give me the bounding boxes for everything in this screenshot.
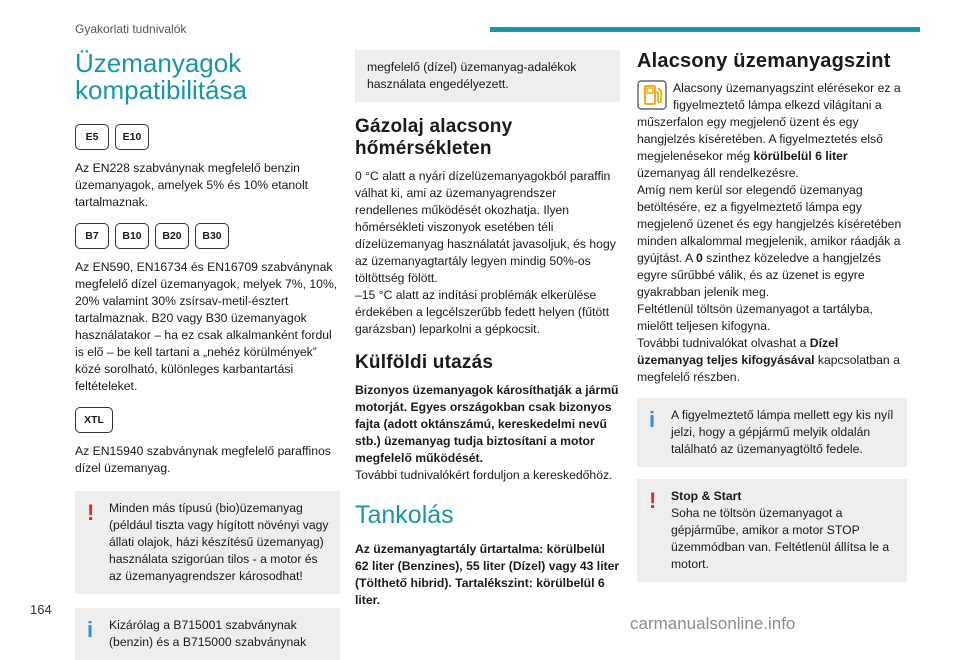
exclamation-warning-icon: ! [87, 500, 95, 525]
text-b-fuels: Az EN590, EN16734 és EN16709 szabványnak megfelelő dízel üzemanyagok, melyek 7%, 10%, 20% valamint 30% zsírsav-metil-észtert tartalmaznak. B20 vagy B30 üzemanyagok használatakor – ha ez csak alkalmanként fordul is elő – be kell tartani a „nehéz körülmények” közé sorolható, különleges karbantartási feltételeket. [75, 260, 338, 393]
heading-low-fuel: Alacsony üzemanyagszint [637, 50, 891, 72]
badge-b30: B30 [195, 223, 229, 249]
badge-e5: E5 [75, 124, 109, 150]
badge-e10: E10 [115, 124, 149, 150]
text-e-fuels: Az EN228 szabványnak megfelelő benzin üzemanyagok, amelyek 5% és 10% etanolt tartalmaznak. [75, 161, 309, 209]
fuel-pump-icon [637, 80, 667, 110]
badge-b20: B20 [155, 223, 189, 249]
warning-stop-start-text: Soha ne töltsön üzemanyagot a gépjárműbe, amikor a motor STOP üzemmódban van. Feltétlenül állítsa le a motort. [671, 506, 890, 571]
heading-refuelling: Tankolás [355, 501, 454, 529]
warning-note-biofuel [75, 491, 340, 594]
warning-stop-start-title: Stop & Start [671, 489, 742, 503]
badge-group-e [75, 124, 340, 150]
text-low-fuel-3: Feltétlenül töltsön üzemanyagot a tartályba, mielőtt teljesen kifogyna. [637, 302, 873, 333]
page-number: 164 [30, 602, 52, 617]
text-low-fuel-4: További tudnivalókat olvashat a Dízel üzemanyag teljes kifogyásával kapcsolatban a megfelelő részben. [637, 336, 900, 384]
info-note-additives-continued [355, 50, 620, 102]
text-low-fuel-1: Alacsony üzemanyagszint elérésekor ez a figyelmeztető lámpa elkezd világítani a műszerfalon egy megjelenő üzent és egy hangjelzés kíséretében. A figyelmeztetés első megjelenésekor még körülbelül 6 liter üzemanyag áll rendelkezésre. [637, 81, 901, 180]
info-note-filler-text: A figyelmeztető lámpa mellett egy kis nyíl jelzi, hogy a gépjármű melyik oldalán található az üzemanyagtöltő fedele. [671, 408, 894, 456]
low-fuel-text-block [637, 80, 907, 386]
column-2 [355, 50, 620, 609]
heading-diesel-cold: Gázolaj alacsony hőmérsékleten [355, 116, 513, 159]
exclamation-warning-icon: ! [649, 488, 657, 513]
info-note-continued-text: megfelelő (dízel) üzemanyag-adalékok használata engedélyezett. [367, 60, 577, 91]
watermark: carmanualsonline.info [630, 614, 796, 633]
text-xtl: Az EN15940 szabványnak megfelelő paraffinos dízel üzemanyag. [75, 444, 331, 475]
info-icon: i [649, 407, 656, 432]
badge-group-b [75, 223, 340, 249]
column-1 [75, 50, 340, 660]
badge-xtl: XTL [75, 407, 113, 433]
warning-note-stop-start [637, 479, 907, 582]
info-note-text: Kizárólag a B715001 szabványnak (benzin) és a B715000 szabványnak [109, 618, 307, 649]
heading-fuel-compatibility: Üzemanyagok kompatibilitása [75, 48, 247, 105]
text-cold-2: –15 °C alatt az indítási problémák elkerülése érdekében a legcélszerűbb fedett helyen (fűtött garázsban) leparkolni a gépkocsit. [355, 288, 610, 336]
text-cold-1: 0 °C alatt a nyári dízelüzemanyagokból paraffin válhat ki, ami az üzemanyagrendszer rendellenes működését okozhatja. Ilyen hőmérsékleti viszonyok esetében téli dízelüzemanyag használatát javasoljuk, és hogy az üzemanyagtartály legyen mindig 50%-os töltöttség fölött. [355, 169, 616, 285]
badge-group-xtl [75, 407, 340, 433]
text-low-fuel-2: Amíg nem kerül sor elegendő üzemanyag betöltésére, ez a figyelmeztető lámpa egy megjelenő üzenet és egy hangjelzés kíséretében minden alkalommal megjelenik, amikor ráadják a gyújtást. A 0 szinthez közeledve a hangjelzés egyre sűrűbbé válik, és az üzenet is egyre gyakrabban jelenik meg. [637, 183, 902, 299]
warning-note-text: Minden más típusú (bio)üzemanyag (például tiszta vagy hígított növényi vagy állati olajok, házi készítésű üzemanyag) használata szigorúan tilos - a motor és az üzemanyagrendszer károsodhat! [109, 501, 329, 583]
info-note-filler-side [637, 398, 907, 467]
info-note-additives [75, 608, 340, 660]
text-tank-capacity: Az üzemanyagtartály űrtartalma: körülbelül 62 liter (Benzines), 55 liter (Dízel) vagy 43 liter (Tölthető hibrid). Tartalékszint: körülbelül 6 liter. [355, 542, 620, 607]
text-abroad-bold: Bizonyos üzemanyagok károsíthatják a jármű motorját. Egyes országokban csak bizonyos fajta (adott oktánszámú, kereskedelmi nevű stb.) üzemanyag tudja biztosítani a motor megfelelő működését. [355, 383, 619, 465]
badge-b10: B10 [115, 223, 149, 249]
info-icon: i [87, 617, 94, 642]
text-abroad: További tudnivalókért forduljon a kereskedőhöz. [355, 468, 613, 482]
header-section-title: Gyakorlati tudnivalók [75, 22, 187, 36]
heading-travel-abroad: Külföldi utazás [355, 352, 494, 373]
column-3 [637, 50, 907, 582]
header-accent-bar [490, 27, 920, 32]
badge-b7: B7 [75, 223, 109, 249]
